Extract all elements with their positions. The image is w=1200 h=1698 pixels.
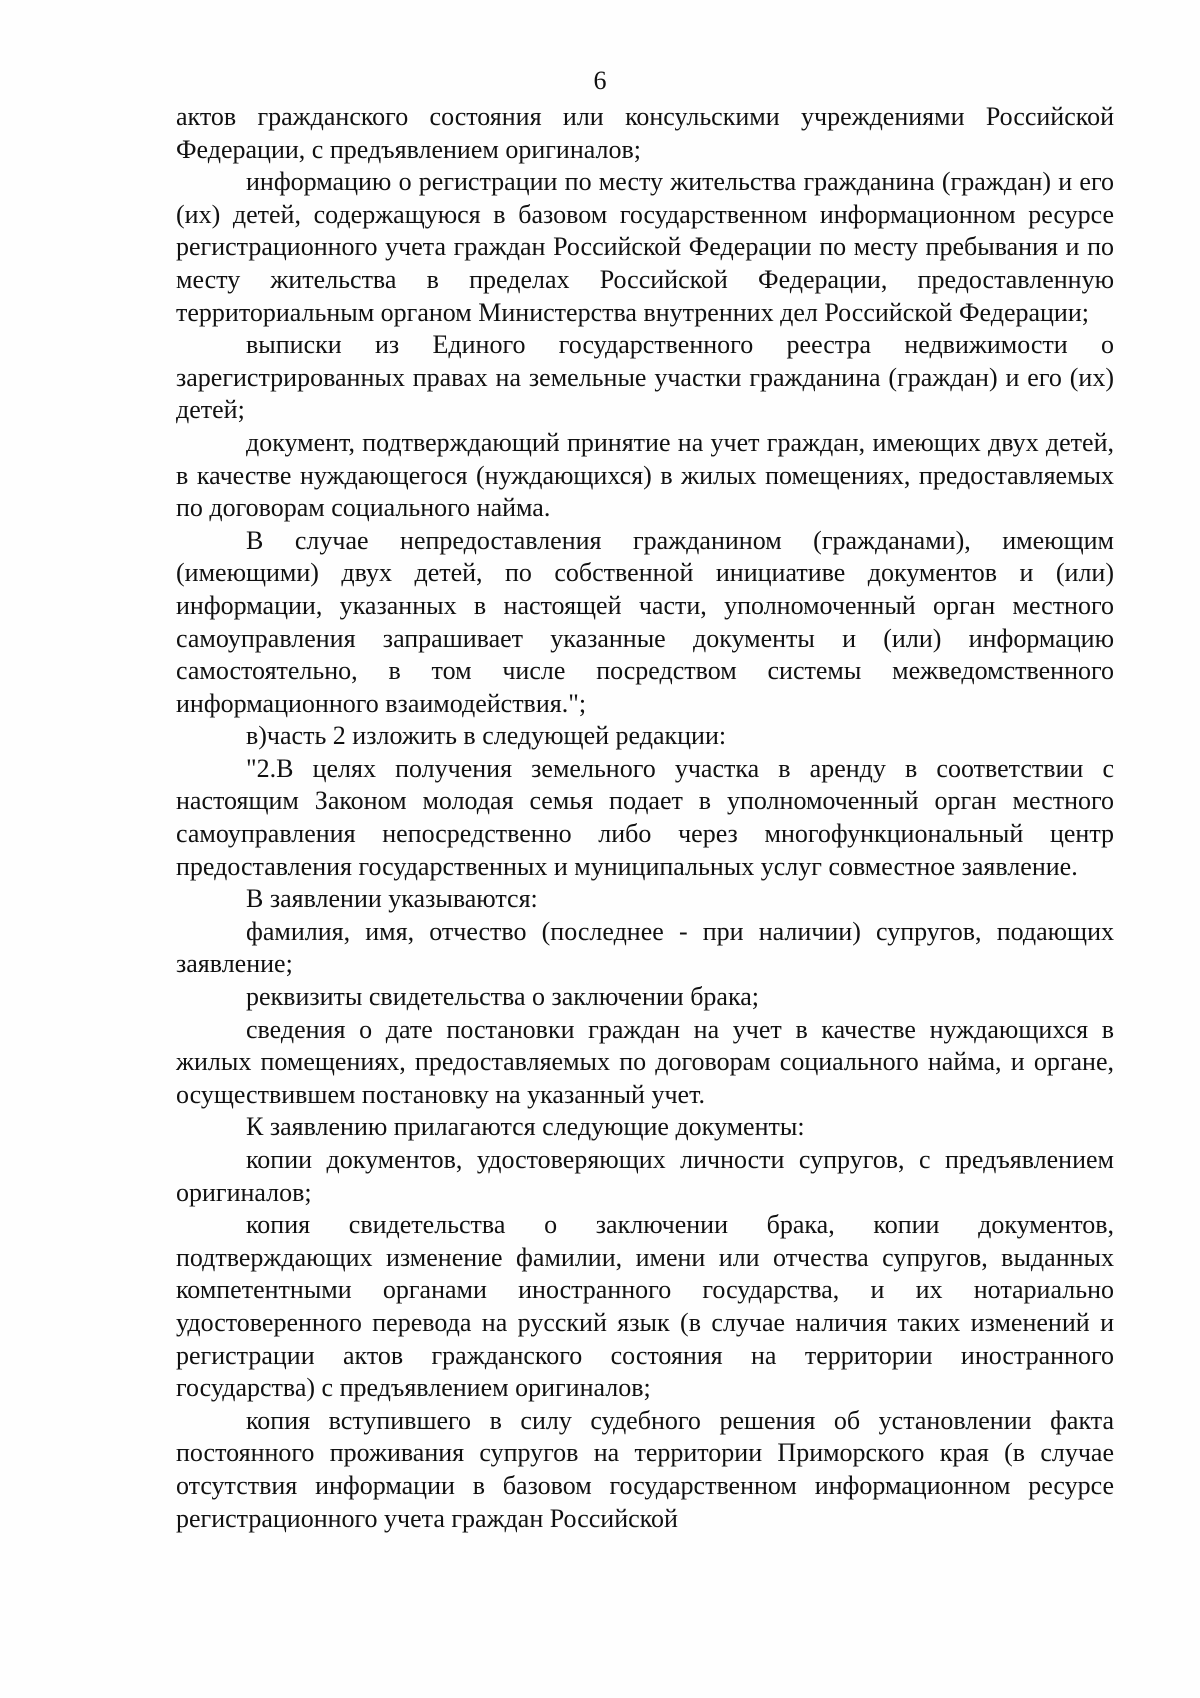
- paragraph: сведения о дате постановки граждан на учет в качестве нуждающихся в жилых помещениях, предоставляемых по договорам социального найма, и органе, осуществившем постановку на указанный учет.: [176, 1014, 1114, 1109]
- paragraph: фамилия, имя, отчество (последнее - при наличии) супругов, подающих заявление;: [176, 916, 1114, 979]
- page-number: 6: [593, 66, 607, 95]
- paragraph-continuation: актов гражданского состояния или консульскими учреждениями Российской Федерации, с предъявлением оригиналов;: [176, 102, 1114, 164]
- paragraph: копии документов, удостоверяющих личности супругов, с предъявлением оригиналов;: [176, 1145, 1114, 1207]
- paragraph: К заявлению прилагаются следующие документы:: [246, 1112, 805, 1142]
- document-body: [176, 101, 1114, 1535]
- paragraph: копия свидетельства о заключении брака, копии документов, подтверждающих изменение фамилии, имени или отчества супругов, выданных компетентными органами иностранного государства, и их нотариально удостоверенного перевода на русский язык (в случае наличия таких изменений и регистрации актов гражданского состояния на территории иностранного государства) с предъявлением оригиналов;: [176, 1210, 1114, 1403]
- paragraph: В случае непредоставления гражданином (гражданами), имеющим (имеющими) двух детей, по собственной инициативе документов и (или) информации, указанных в настоящей части, уполномоченный орган местного самоуправления запрашивает указанные документы и (или) информацию самостоятельно, в том числе посредством системы межведомственного информационного взаимодействия.";: [176, 525, 1114, 718]
- paragraph: в)часть 2 изложить в следующей редакции:: [246, 721, 727, 751]
- paragraph: документ, подтверждающий принятие на учет граждан, имеющих двух детей, в качестве нуждающегося (нуждающихся) в жилых помещениях, предоставляемых по договорам социального найма.: [176, 427, 1114, 523]
- paragraph: копия вступившего в силу судебного решения об установлении факта постоянного проживания супругов на территории Приморского края (в случае отсутствия информации в базовом государственном информационном ресурсе регистрационного учета граждан Российской: [176, 1405, 1114, 1533]
- paragraph: информацию о регистрации по месту жительства гражданина (граждан) и его (их) детей, содержащуюся в базовом государственном информационном ресурсе регистрационного учета граждан Российской Федерации по месту пребывания и по месту жительства в пределах Российской Федерации, предоставленную территориальным органом Министерства внутренних дел Российской Федерации;: [176, 167, 1114, 327]
- paragraph: реквизиты свидетельства о заключении брака;: [246, 982, 759, 1012]
- paragraph: выписки из Единого государственного реестра недвижимости о зарегистрированных правах на земельные участки гражданина (граждан) и его (их) детей;: [176, 330, 1114, 425]
- paragraph: В заявлении указываются:: [246, 884, 538, 914]
- paragraph: "2.В целях получения земельного участка в аренду в соответствии с настоящим Законом молодая семья подает в уполномоченный орган местного самоуправления непосредственно либо через многофункциональный центр предоставления государственных и муниципальных услуг совместное заявление.: [176, 753, 1114, 881]
